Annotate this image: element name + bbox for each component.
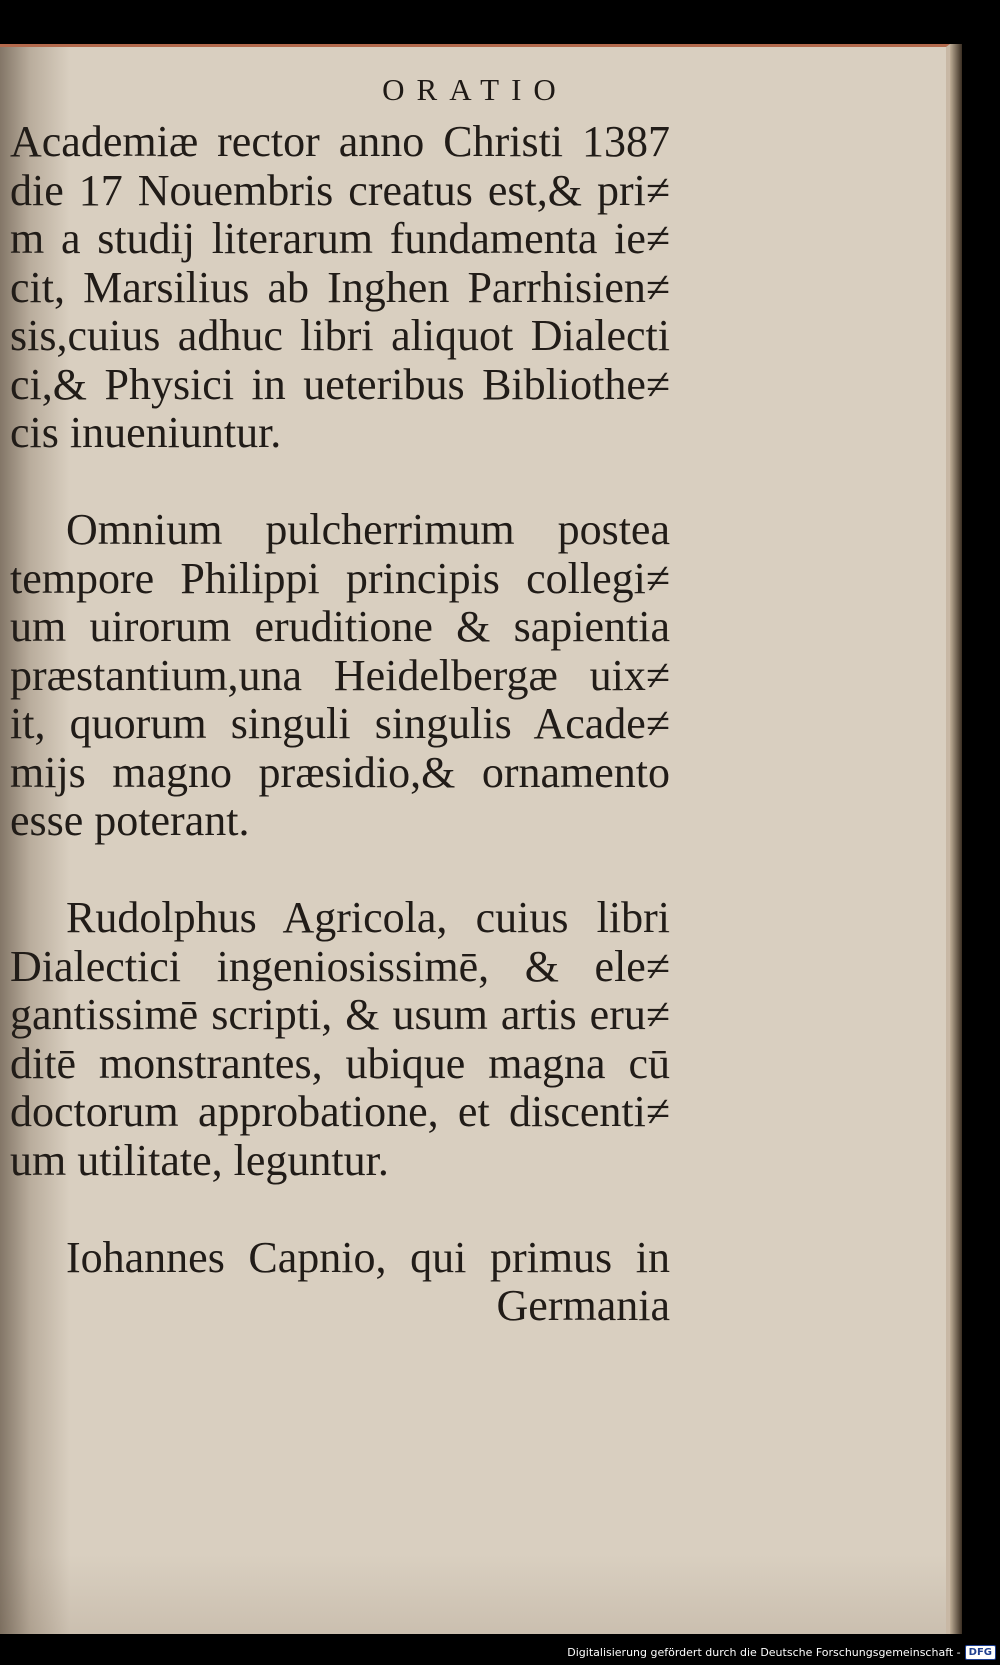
dfg-logo: DFG bbox=[965, 1645, 996, 1660]
running-head: ORATIO bbox=[382, 72, 568, 107]
text-line: esse poterant. bbox=[10, 796, 250, 845]
text-line: ci,& Physici in ueteribus Bibliothe≠ bbox=[10, 359, 670, 409]
text-line: Iohannes Capnio, qui primus in bbox=[66, 1232, 670, 1282]
text-line: tempore Philippi principis collegi≠ bbox=[10, 553, 670, 603]
credit-text: Digitalisierung gefördert durch die Deutsche Forschungsgemeinschaft - bbox=[567, 1646, 961, 1659]
text-line: um uirorum eruditione & sapientia bbox=[10, 602, 670, 651]
paragraph-2 bbox=[10, 506, 670, 846]
digitization-credit bbox=[567, 1645, 996, 1660]
text-line: mijs magno præsidio,& ornamento bbox=[10, 747, 670, 797]
text-line: die 17 Nouembris creatus est,& pri≠ bbox=[10, 165, 670, 215]
page-text bbox=[10, 118, 670, 1331]
text-line: it, quorum singuli singulis Acade≠ bbox=[10, 699, 670, 748]
text-line: sis,cuius adhuc libri aliquot Dialecti bbox=[10, 311, 670, 360]
text-line: cit, Marsilius ab Inghen Parrhisien≠ bbox=[10, 262, 670, 312]
catchword: Germania bbox=[496, 1281, 670, 1330]
paragraph-1 bbox=[10, 118, 670, 458]
text-line: Dialectici ingeniosissimē, & ele≠ bbox=[10, 941, 670, 991]
text-line: Omnium pulcherrimum postea bbox=[66, 505, 670, 554]
text-line: Rudolphus Agricola, cuius libri bbox=[66, 893, 670, 942]
text-line: cis inueniuntur. bbox=[10, 408, 282, 457]
paragraph-4 bbox=[10, 1234, 670, 1283]
text-line: ditē monstrantes, ubique magna cū bbox=[10, 1038, 670, 1088]
text-line: m a studij literarum fundamenta ie≠ bbox=[10, 214, 670, 263]
text-line: præstantium,una Heidelbergæ uix≠ bbox=[10, 650, 670, 700]
text-line: Academiæ rector anno Christi 1387 bbox=[10, 117, 670, 166]
text-line: gantissimē scripti, & usum artis eru≠ bbox=[10, 990, 670, 1039]
text-line: doctorum approbatione, et discenti≠ bbox=[10, 1087, 670, 1136]
paragraph-3 bbox=[10, 894, 670, 1185]
page-edge bbox=[950, 44, 962, 1634]
text-line: um utilitate, leguntur. bbox=[10, 1135, 389, 1185]
